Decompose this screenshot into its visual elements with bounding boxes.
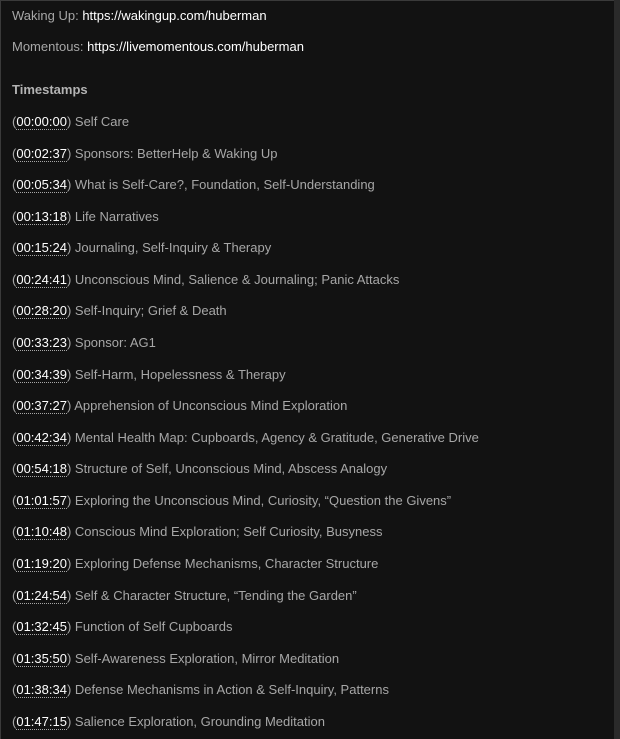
timestamp-title: Exploring Defense Mechanisms, Character Structure <box>74 556 379 571</box>
sponsor-label: Momentous: <box>12 39 88 54</box>
timestamp-item: (00:54:18) Structure of Self, Unconscious Mind, Abscess Analogy <box>12 461 388 476</box>
timestamp-title: Structure of Self, Unconscious Mind, Abscess Analogy <box>74 461 388 476</box>
sponsor-link[interactable]: https://livemomentous.com/huberman <box>87 39 304 54</box>
timestamp-title: Self-Awareness Exploration, Mirror Meditation <box>74 651 340 666</box>
timestamp-item: (01:32:45) Function of Self Cupboards <box>12 619 233 634</box>
timestamp-link[interactable]: 01:38:34 <box>16 682 67 697</box>
timestamp-item: (00:33:23) Sponsor: AG1 <box>12 335 156 350</box>
timestamp-link[interactable]: 00:05:34 <box>16 177 67 192</box>
timestamp-title: Defense Mechanisms in Action & Self-Inquiry, Patterns <box>74 682 389 697</box>
timestamp-title: Unconscious Mind, Salience & Journaling; Panic Attacks <box>74 272 400 287</box>
sponsor-line-waking-up <box>12 8 267 24</box>
timestamp-item: (01:19:20) Exploring Defense Mechanisms, Character Structure <box>12 556 379 571</box>
timestamp-item: (00:42:34) Mental Health Map: Cupboards, Agency & Gratitude, Generative Drive <box>12 430 479 445</box>
scrollbar-track[interactable] <box>614 0 620 739</box>
timestamp-title: What is Self-Care?, Foundation, Self-Understanding <box>74 177 375 192</box>
timestamp-title: Mental Health Map: Cupboards, Agency & Gratitude, Generative Drive <box>74 430 479 445</box>
timestamp-title: Life Narratives <box>74 209 159 224</box>
timestamp-link[interactable]: 00:00:00 <box>16 114 67 129</box>
timestamp-link[interactable]: 00:02:37 <box>16 146 67 161</box>
timestamp-title: Exploring the Unconscious Mind, Curiosity, “Question the Givens” <box>74 493 452 508</box>
timestamp-title: Salience Exploration, Grounding Meditation <box>74 714 325 729</box>
timestamp-title: Function of Self Cupboards <box>74 619 233 634</box>
timestamp-item: (00:34:39) Self-Harm, Hopelessness & Therapy <box>12 367 286 382</box>
sponsor-label: Waking Up: <box>12 8 83 23</box>
timestamp-link[interactable]: 00:54:18 <box>16 461 67 476</box>
timestamp-item: (00:02:37) Sponsors: BetterHelp & Waking Up <box>12 146 278 161</box>
timestamp-link[interactable]: 00:28:20 <box>16 303 67 318</box>
timestamp-item: (01:01:57) Exploring the Unconscious Mind, Curiosity, “Question the Givens” <box>12 493 452 508</box>
timestamp-link[interactable]: 01:01:57 <box>16 493 67 508</box>
timestamp-title: Sponsor: AG1 <box>74 335 156 350</box>
timestamp-item: (01:10:48) Conscious Mind Exploration; Self Curiosity, Busyness <box>12 524 383 539</box>
timestamp-link[interactable]: 00:15:24 <box>16 240 67 255</box>
timestamp-link[interactable]: 00:34:39 <box>16 367 67 382</box>
timestamp-link[interactable]: 00:24:41 <box>16 272 67 287</box>
timestamp-title: Self & Character Structure, “Tending the Garden” <box>74 588 357 603</box>
timestamp-item: (00:28:20) Self-Inquiry; Grief & Death <box>12 303 227 318</box>
timestamp-link[interactable]: 00:37:27 <box>16 398 67 413</box>
timestamp-link[interactable]: 01:35:50 <box>16 651 67 666</box>
timestamp-link[interactable]: 01:19:20 <box>16 556 67 571</box>
timestamps-heading: Timestamps <box>12 82 88 97</box>
timestamp-link[interactable]: 00:13:18 <box>16 209 67 224</box>
timestamp-item: (01:38:34) Defense Mechanisms in Action & Self-Inquiry, Patterns <box>12 682 389 697</box>
sponsor-link[interactable]: https://wakingup.com/huberman <box>82 8 267 23</box>
timestamp-link[interactable]: 01:47:15 <box>16 714 67 729</box>
timestamp-item: (01:35:50) Self-Awareness Exploration, Mirror Meditation <box>12 651 340 666</box>
timestamp-item: (01:47:15) Salience Exploration, Grounding Meditation <box>12 714 325 729</box>
timestamp-title: Sponsors: BetterHelp & Waking Up <box>74 146 278 161</box>
timestamp-title: Journaling, Self-Inquiry & Therapy <box>74 240 272 255</box>
timestamp-item: (00:15:24) Journaling, Self-Inquiry & Therapy <box>12 240 272 255</box>
timestamp-title: Conscious Mind Exploration; Self Curiosity, Busyness <box>74 524 383 539</box>
timestamp-item: (00:37:27) Apprehension of Unconscious Mind Exploration <box>12 398 348 413</box>
timestamp-title: Apprehension of Unconscious Mind Exploration <box>74 398 348 413</box>
timestamp-link[interactable]: 01:32:45 <box>16 619 67 634</box>
timestamp-link[interactable]: 00:33:23 <box>16 335 67 350</box>
timestamp-title: Self-Harm, Hopelessness & Therapy <box>74 367 286 382</box>
timestamp-link[interactable]: 01:10:48 <box>16 524 67 539</box>
timestamp-item: (00:05:34) What is Self-Care?, Foundation, Self-Understanding <box>12 177 375 192</box>
timestamp-link[interactable]: 00:42:34 <box>16 430 67 445</box>
timestamp-item: (00:24:41) Unconscious Mind, Salience & Journaling; Panic Attacks <box>12 272 400 287</box>
timestamp-item: (00:00:00) Self Care <box>12 114 130 129</box>
sponsor-line-momentous <box>12 39 304 55</box>
timestamp-item: (01:24:54) Self & Character Structure, “Tending the Garden” <box>12 588 357 603</box>
timestamp-title: Self-Inquiry; Grief & Death <box>74 303 227 318</box>
timestamp-link[interactable]: 01:24:54 <box>16 588 67 603</box>
timestamp-item: (00:13:18) Life Narratives <box>12 209 159 224</box>
timestamp-title: Self Care <box>74 114 130 129</box>
